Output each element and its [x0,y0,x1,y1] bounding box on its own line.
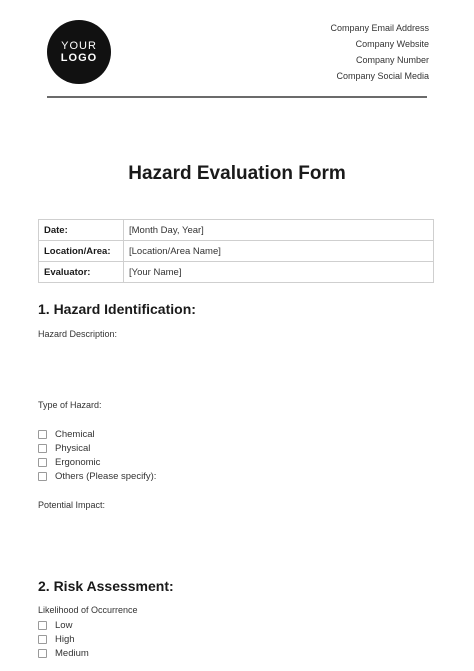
potential-impact-label: Potential Impact: [38,500,106,510]
header-divider [47,96,427,98]
option-label: Others (Please specify): [55,470,157,482]
date-label: Date: [39,220,124,241]
checkbox[interactable] [38,635,47,644]
checkbox[interactable] [38,458,47,467]
table-row [39,220,434,241]
location-field[interactable]: [Location/Area Name] [124,241,434,262]
evaluator-label: Evaluator: [39,262,124,283]
option-label: Physical [55,442,91,454]
likelihood-option-high[interactable] [38,632,75,646]
hazard-type-option-physical[interactable] [38,441,90,455]
hazard-type-option-chemical[interactable] [38,427,95,441]
table-row [39,262,434,283]
location-label: Location/Area: [39,241,124,262]
evaluator-field[interactable]: [Your Name] [124,262,434,283]
option-label: Low [55,619,73,631]
company-number: Company Number [355,55,429,65]
date-field[interactable]: [Month Day, Year] [124,220,434,241]
type-of-hazard-label: Type of Hazard: [38,400,102,410]
likelihood-option-low[interactable] [38,618,72,632]
option-label: Ergonomic [55,456,101,468]
company-email: Company Email Address [330,23,429,33]
option-label: Medium [55,647,89,659]
table-row [39,241,434,262]
hazard-description-label: Hazard Description: [38,329,118,339]
company-social-media: Company Social Media [336,71,429,81]
option-label: Chemical [55,428,95,440]
company-contact-block [330,20,429,84]
checkbox[interactable] [38,649,47,658]
section-2-heading: 2. Risk Assessment: [38,578,174,594]
option-label: High [55,633,75,645]
company-logo [47,20,111,84]
info-table [38,219,434,283]
checkbox[interactable] [38,621,47,630]
company-website: Company Website [355,39,429,49]
logo-line-1: YOUR [61,40,97,52]
section-1-heading: 1. Hazard Identification: [38,301,196,317]
hazard-type-option-ergonomic[interactable] [38,455,100,469]
likelihood-option-medium[interactable] [38,646,89,660]
likelihood-label: Likelihood of Occurrence [38,605,138,615]
form-title: Hazard Evaluation Form [128,163,346,184]
logo-line-2: LOGO [60,52,98,64]
checkbox[interactable] [38,472,47,481]
checkbox[interactable] [38,444,47,453]
hazard-type-option-others[interactable] [38,469,156,483]
checkbox[interactable] [38,430,47,439]
